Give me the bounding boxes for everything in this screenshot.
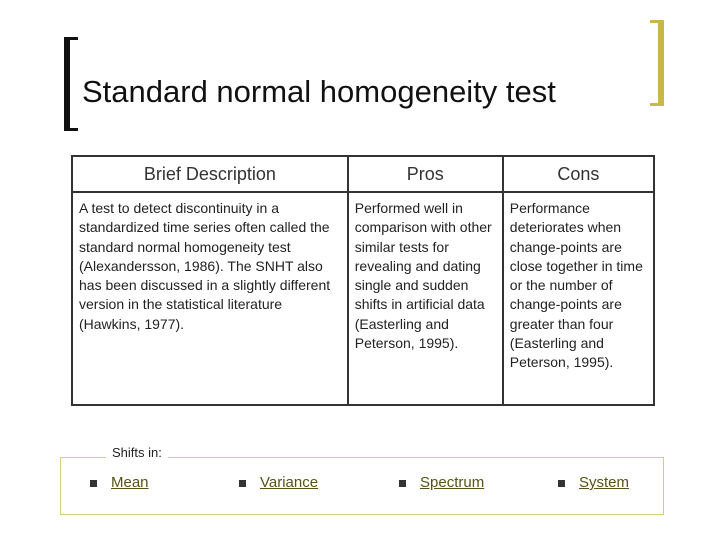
shift-item-mean xyxy=(90,474,149,491)
header-pros: Pros xyxy=(348,156,503,192)
header-cons: Cons xyxy=(503,156,654,192)
bullet-icon xyxy=(558,480,565,487)
bullet-icon xyxy=(239,480,246,487)
header-brief-description: Brief Description xyxy=(72,156,348,192)
right-bracket-decoration xyxy=(650,20,664,106)
link-system[interactable]: System xyxy=(579,474,630,491)
slide-title: Standard normal homogeneity test xyxy=(82,74,556,109)
link-variance[interactable]: Variance xyxy=(260,474,319,491)
cell-cons: Performance deteriorates when change-points are close together in time or the number of change-points are greater than four (Easterling and Peterson, 1995). xyxy=(503,192,654,405)
link-spectrum[interactable]: Spectrum xyxy=(420,474,485,491)
table-row xyxy=(72,192,654,405)
left-bracket-decoration xyxy=(64,37,78,131)
shift-item-variance xyxy=(239,474,318,491)
shift-item-spectrum xyxy=(399,474,484,491)
shift-item-system xyxy=(558,474,629,491)
cell-pros: Performed well in comparison with other similar tests for revealing and dating single and sudden shifts in artificial data (Easterling and Peterson, 1995). xyxy=(348,192,503,405)
link-mean[interactable]: Mean xyxy=(111,474,149,491)
bullet-icon xyxy=(90,480,97,487)
bullet-icon xyxy=(399,480,406,487)
shifts-label: Shifts in: xyxy=(106,445,168,460)
cell-brief-description: A test to detect discontinuity in a standardized time series often called the standard normal homogeneity test (Alexandersson, 1986). The SNHT also has been discussed in a slightly different version in the statistical literature (Hawkins, 1977). xyxy=(79,200,331,332)
table-header-row xyxy=(72,156,654,192)
description-table xyxy=(71,155,655,406)
